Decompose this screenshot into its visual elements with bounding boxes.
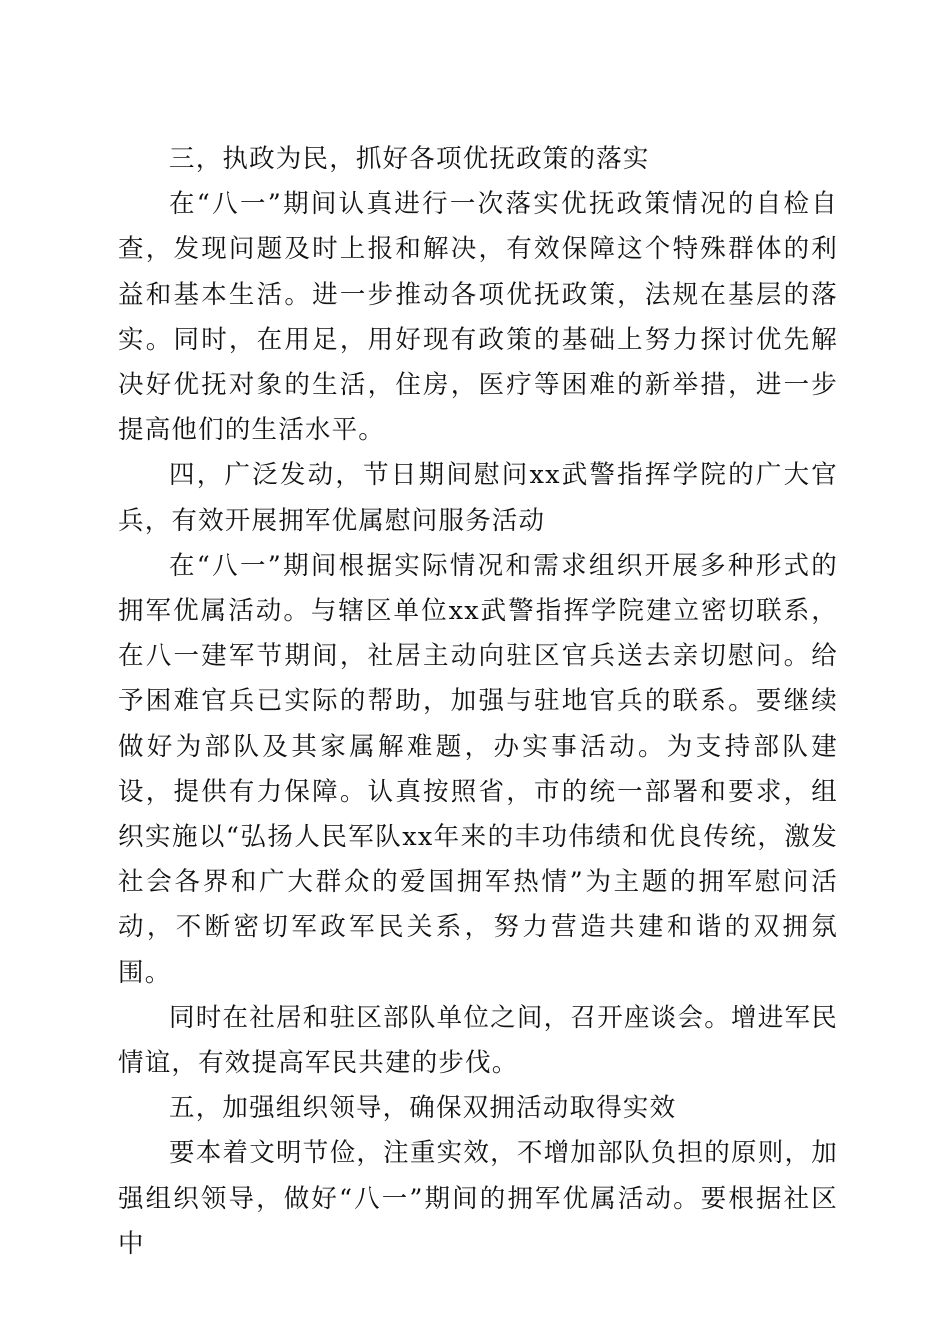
paragraph: 同时在社居和驻区部队单位之间，召开座谈会。增进军民情谊，有效提高军民共建的步伐。 — [118, 1002, 838, 1079]
section-heading-3: 三，执政为民，抓好各项优抚政策的落实 — [169, 144, 650, 174]
section-heading-5: 五，加强组织领导，确保双拥活动取得实效 — [169, 1093, 677, 1124]
section-heading-4: 四，广泛发动，节日期间慰问xx武警指挥学院的广大官兵，有效开展拥军优属慰问服务活动 — [118, 460, 838, 536]
paragraph: 在“八一”期间认真进行一次落实优抚政策情况的自检自查，发现问题及时上报和解决，有效保障这个特殊群体的利益和基本生活。进一步推动各项优抚政策，法规在基层的落实。同时，在用足，用好现有政策的基础上努力探讨优先解决好优抚对象的生活，住房，医疗等困难的新举措，进一步提高他们的生活水平。 — [118, 189, 838, 446]
document-body — [118, 137, 838, 1267]
paragraph: 在“八一”期间根据实际情况和需求组织开展多种形式的拥军优属活动。与辖区单位xx武警指挥学院建立密切联系，在八一建军节期间，社居主动向驻区官兵送去亲切慰问。给予困难官兵已实际的帮助，加强与驻地官兵的联系。要继续做好为部队及其家属解难题，办实事活动。为支持部队建设，提供有力保障。认真按照省，市的统一部署和要求，组织实施以“弘扬人民军队xx年来的丰功伟绩和优良传统，激发社会各界和广大群众的爱国拥军热情”为主题的拥军慰问活动，不断密切军政军民关系，努力营造共建和谐的双拥氛围。 — [118, 550, 838, 988]
paragraph: 要本着文明节俭，注重实效，不增加部队负担的原则，加强组织领导，做好“八一”期间的拥军优属活动。要根据社区中 — [118, 1138, 838, 1259]
